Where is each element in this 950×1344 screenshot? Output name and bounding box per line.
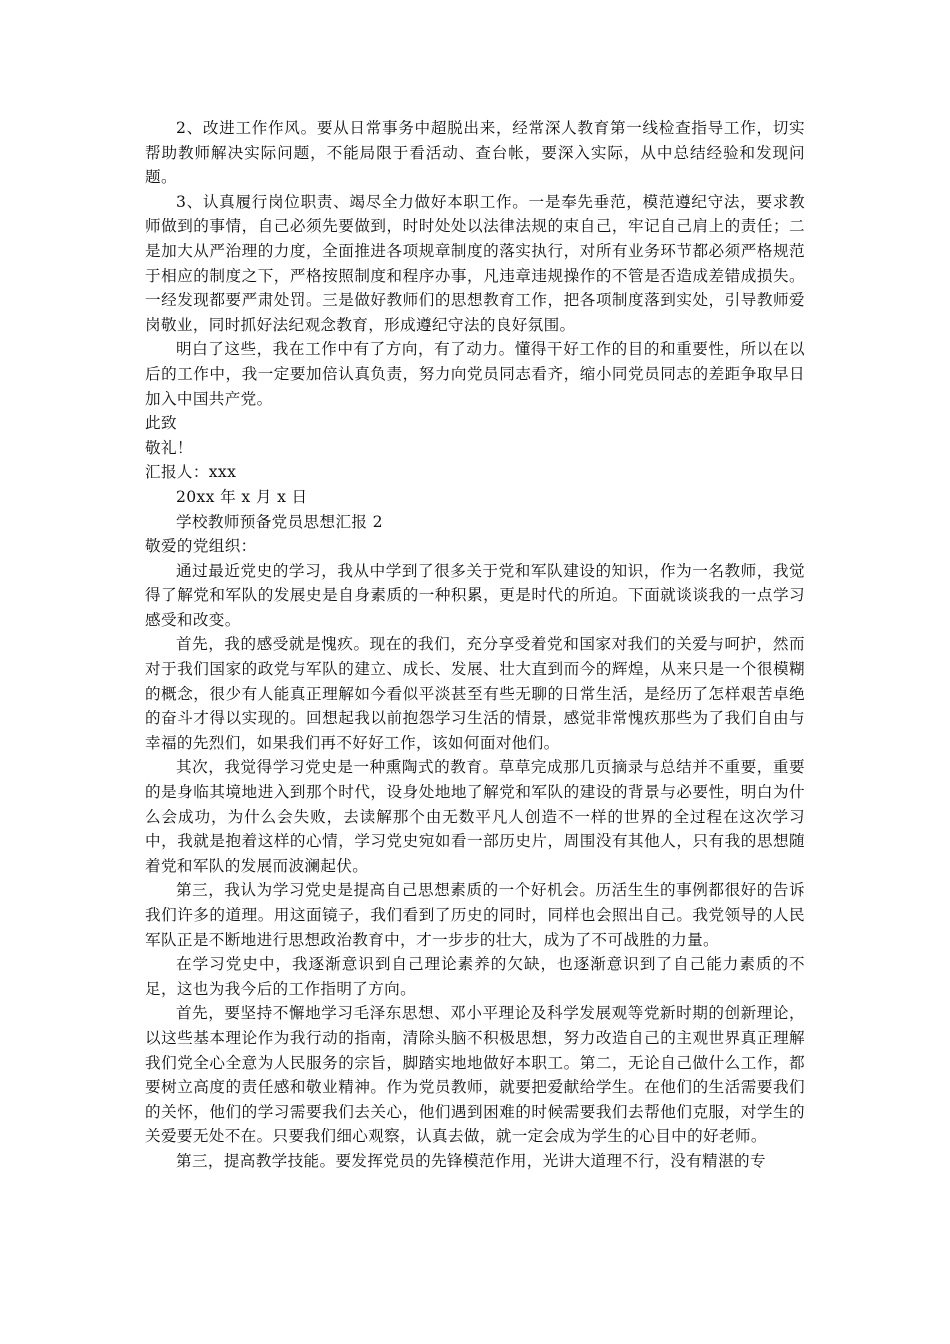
paragraph-theory-study: 首先，要坚持不懈地学习毛泽东思想、邓小平理论及科学发展观等党新时期的创新理论，以这些基本理论作为我行动的指南，清除头脑不积极思想，努力改造自己的主观世界真正理解我们党全心全意为人民服务的宗旨，脚踏实地地做好本职工。第二，无论自己做什么工作，都要树立高度的责任感和敬业精神。作为党员教师，就要把爱献给学生。在他们的生活需要我们的关怀，他们的学习需要我们去关心，他们遇到困难的时候需要我们去帮他们克服，对学生的关爱要无处不在。只要我们细心观察，认真去做，就一定会成为学生的心目中的好老师。 xyxy=(145,1004,805,1146)
paragraph-fulfill-duties: 3、认真履行岗位职责、竭尽全力做好本职工作。一是奉先垂范，模范遵纪守法，要求教师做到的事情，自己必须先要做到，时时处处以法律法规的束自己，牢记自己肩上的责任；二是加大从严治理的力度，全面推进各项规章制度的落实执行，对所有业务环节都必须严格规范于相应的制度之下，严格按照制度和程序办事，凡违章违规操作的不管是否造成差错成损失。一经发现都要严肃处罚。三是做好教师们的思想教育工作，把各项制度落到实处，引导教师爱岗敬业，同时抓好法纪观念教育，形成遵纪守法的良好氛围。 xyxy=(145,192,805,334)
date-line: 20xx 年 x 月 x 日 xyxy=(176,487,308,506)
paragraph-awareness: 在学习党史中，我逐渐意识到自己理论素养的欠缺，也逐渐意识到了自己能力素质的不足，这也为我今后的工作指明了方向。 xyxy=(145,955,805,998)
paragraph-opportunity: 第三，我认为学习党史是提高自己思想素质的一个好机会。历活生生的事例都很好的告诉我们许多的道理。用这面镜子，我们看到了历史的同时，同样也会照出自己。我党领导的人民军队正是不断地进行思想政治教育中，才一步步的壮大，成为了不可战胜的力量。 xyxy=(145,881,805,949)
paragraph-guilt: 首先，我的感受就是愧疚。现在的我们，充分享受着党和国家对我们的关爱与呵护，然而对于我们国家的政党与军队的建立、成长、发展、壮大直到而今的辉煌，从来只是一个很模糊的概念，很少有人能真正理解如今看似平淡甚至有些无聊的日常生活，是经历了怎样艰苦卓绝的奋斗才得以实现的。回想起我以前抱怨学习生活的情景，感觉非常愧疚那些为了我们自由与幸福的先烈们，如果我们再不好好工作，该如何面对他们。 xyxy=(145,635,805,752)
closing-jingli: 敬礼！ xyxy=(145,438,193,457)
salutation: 敬爱的党组织： xyxy=(145,537,257,556)
paragraph-intro: 通过最近党史的学习，我从中学到了很多关于党和军队建设的知识，作为一名教师，我觉得了解党和军队的发展史是自身素质的一种积累，更是时代的所迫。下面就谈谈我的一点学习感受和改变。 xyxy=(145,561,805,629)
reporter-line: 汇报人：xxx xyxy=(145,463,237,482)
section-title: 学校教师预备党员思想汇报 2 xyxy=(176,512,383,531)
paragraph-education: 其次，我觉得学习党史是一种熏陶式的教育。草草完成那几页摘录与总结并不重要，重要的是身临其境地进入到那个时代，设身处地地了解党和军队的建设的背景与必要性，明白为什么会成功，为什么会失败，去读解那个由无数平凡人创造不一样的世界的全过程在这次学习中，我就是抱着这样的心情，学习党史宛如看一部历史片，周围没有其他人，只有我的思想随着党和军队的发展而波澜起伏。 xyxy=(145,758,805,875)
paragraph-understanding: 明白了这些，我在工作中有了方向，有了动力。懂得干好工作的目的和重要性，所以在以后的工作中，我一定要加倍认真负责，努力向党员同志看齐，缩小同党员同志的差距争取早日加入中国共产党。 xyxy=(145,340,805,408)
paragraph-improve-work-style: 2、改进工作作风。要从日常事务中超脱出来，经常深人教育第一线检查指导工作，切实帮助教师解决实际问题，不能局限于看活动、查台帐，要深入实际，从中总结经验和发现问题。 xyxy=(145,119,805,187)
paragraph-teaching-skills: 第三，提高教学技能。要发挥党员的先锋模范作用，光讲大道理不行，没有精湛的专 xyxy=(176,1151,766,1170)
document-page xyxy=(145,116,805,1174)
closing-cizhi: 此致 xyxy=(145,414,177,433)
